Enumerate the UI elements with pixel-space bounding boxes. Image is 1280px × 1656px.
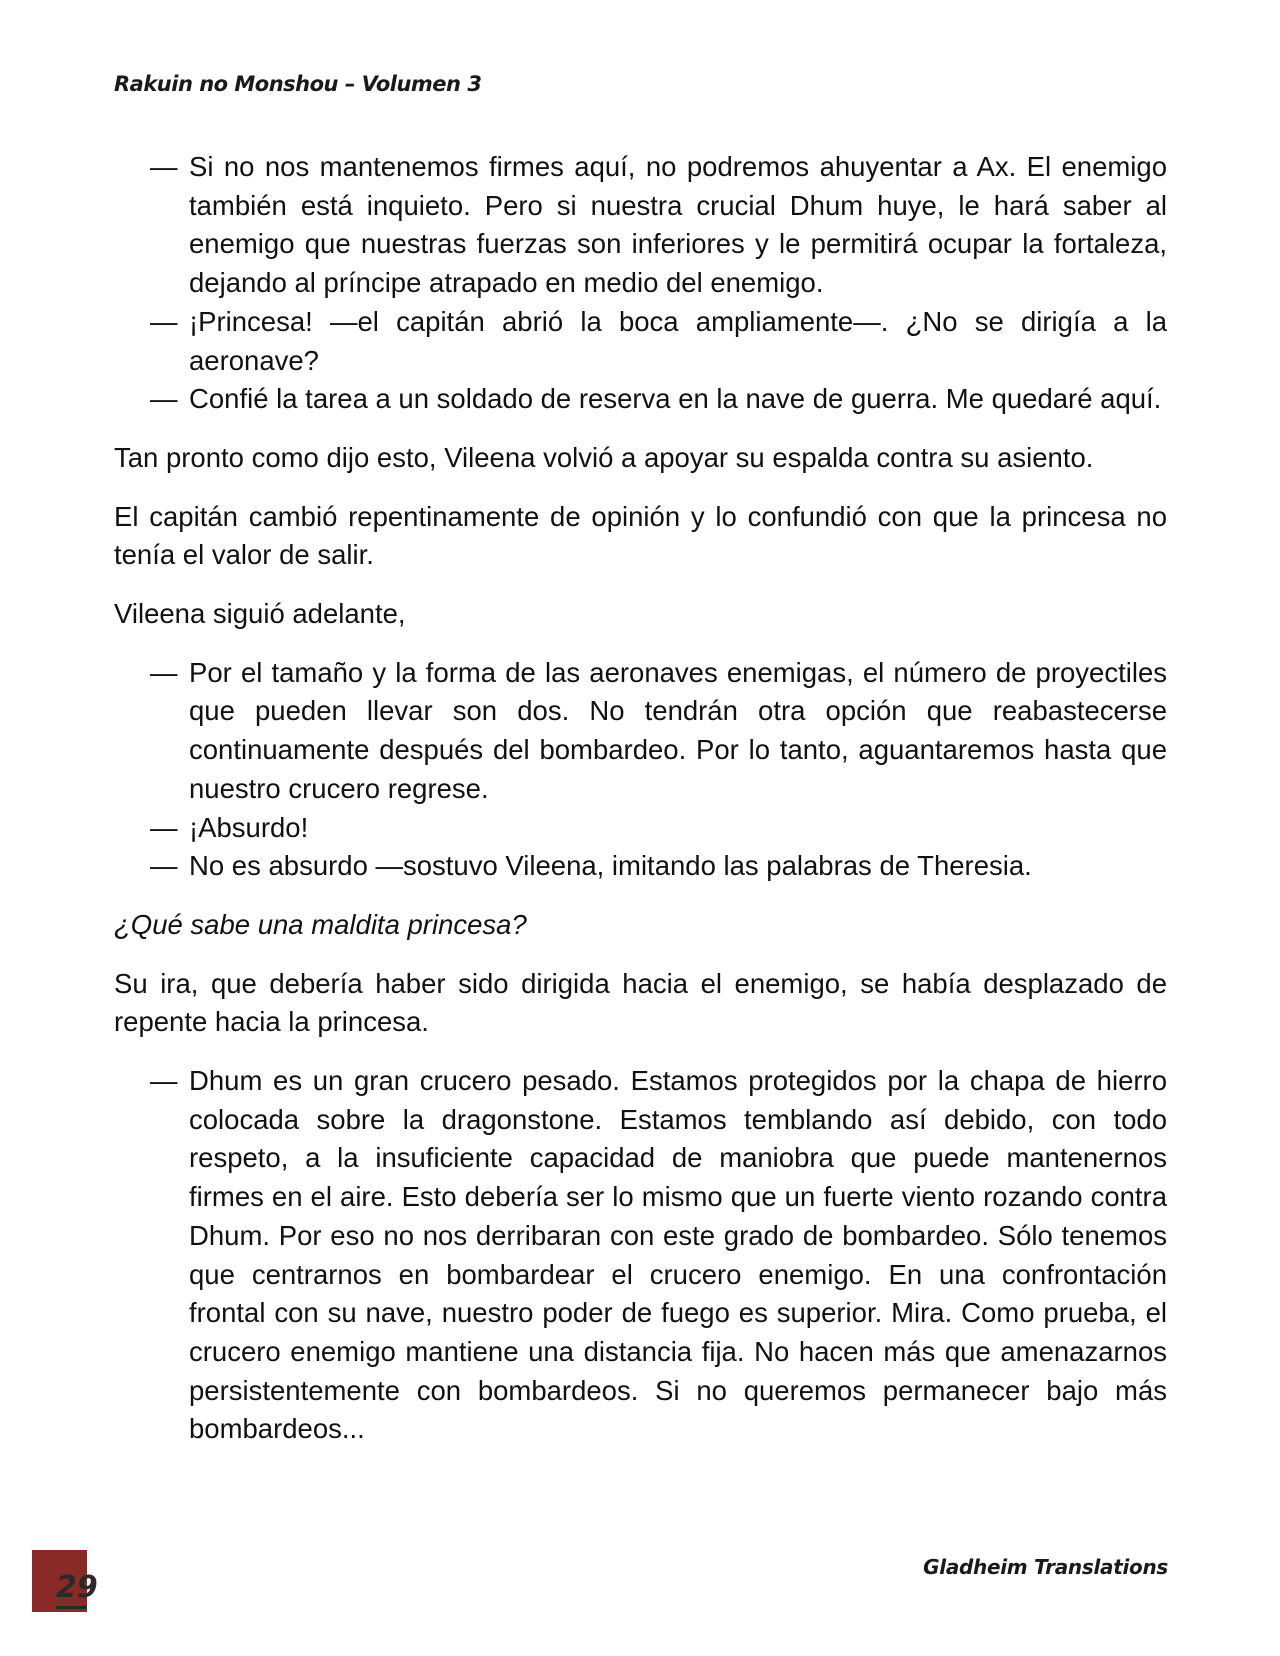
italic-thought: ¿Qué sabe una maldita princesa?: [114, 908, 527, 940]
page-number: 29: [56, 1570, 87, 1609]
narrative-paragraph: Vileena siguió adelante,: [114, 598, 406, 630]
dialogue-text: Confié la tarea a un soldado de reserva en la nave de guerra. Me quedaré aquí.: [189, 383, 1162, 415]
dialogue-text: No es absurdo —sostuvo Vileena, imitando las palabras de Theresia.: [189, 850, 1032, 882]
dialogue-line: [114, 380, 1167, 419]
dialogue-dash: —: [150, 383, 178, 415]
narrative-paragraph: Su ira, que debería haber sido dirigida hacia el enemigo, se había desplazado de repente hacia la princesa.: [114, 967, 1167, 1038]
dialogue-dash: —: [150, 151, 178, 182]
page-body: [114, 148, 1167, 1469]
dialogue-line: [114, 654, 1167, 809]
dialogue-block: [114, 148, 1167, 419]
dialogue-text: ¡Absurdo!: [189, 811, 309, 843]
dialogue-dash: —: [150, 811, 178, 843]
dialogue-line: [114, 303, 1167, 380]
dialogue-dash: —: [150, 305, 178, 337]
narrative-paragraph: El capitán cambió repentinamente de opinión y lo confundió con que la princesa no tenía el valor de salir.: [114, 500, 1167, 571]
dialogue-line: [114, 148, 1167, 303]
dialogue-dash: —: [150, 656, 178, 688]
dialogue-text: Por el tamaño y la forma de las aeronaves enemigas, el número de proyectiles que pueden llevar son dos. No tendrán otra opción que reabastecerse continuamente después del bombardeo. Por lo tanto, aguantaremos hasta que nuestro crucero regrese.: [189, 656, 1167, 804]
dialogue-text: Dhum es un gran crucero pesado. Estamos protegidos por la chapa de hierro colocada sobre la dragonstone. Estamos temblando así debido, con todo respeto, a la insuficiente capacidad de maniobra que puede mantenernos firmes en el aire. Esto debería ser lo mismo que un fuerte viento rozando contra Dhum. Por eso no nos derribaran con este grado de bombardeo. Sólo tenemos que centrarnos en bombardear el crucero enemigo. En una confrontación frontal con su nave, nuestro poder de fuego es superior. Mira. Como prueba, el crucero enemigo mantiene una distancia fija. No hacen más que amenazarnos persistentemente con bombardeos. Si no queremos permanecer bajo más bombardeos...: [189, 1065, 1167, 1445]
dialogue-text: Si no nos mantenemos firmes aquí, no podremos ahuyentar a Ax. El enemigo también está inquieto. Pero si nuestra crucial Dhum huye, le hará saber al enemigo que nuestras fuerzas son inferiores y le permitirá ocupar la fortaleza, dejando al príncipe atrapado en medio del enemigo.: [189, 151, 1167, 299]
narrative-paragraph: Tan pronto como dijo esto, Vileena volvió a apoyar su espalda contra su asiento.: [114, 441, 1094, 473]
dialogue-dash: —: [150, 1065, 178, 1097]
dialogue-text: ¡Princesa! —el capitán abrió la boca ampliamente—. ¿No se dirigía a la aeronave?: [189, 305, 1167, 376]
footer-brand: Gladheim Translations: [923, 1555, 1168, 1579]
running-header: Rakuin no Monshou – Volumen 3: [114, 72, 482, 96]
dialogue-block: [114, 654, 1167, 886]
dialogue-block: [114, 1062, 1167, 1449]
dialogue-line: [114, 809, 1167, 848]
dialogue-line: [114, 847, 1167, 886]
dialogue-line: [114, 1062, 1167, 1449]
dialogue-dash: —: [150, 850, 178, 882]
